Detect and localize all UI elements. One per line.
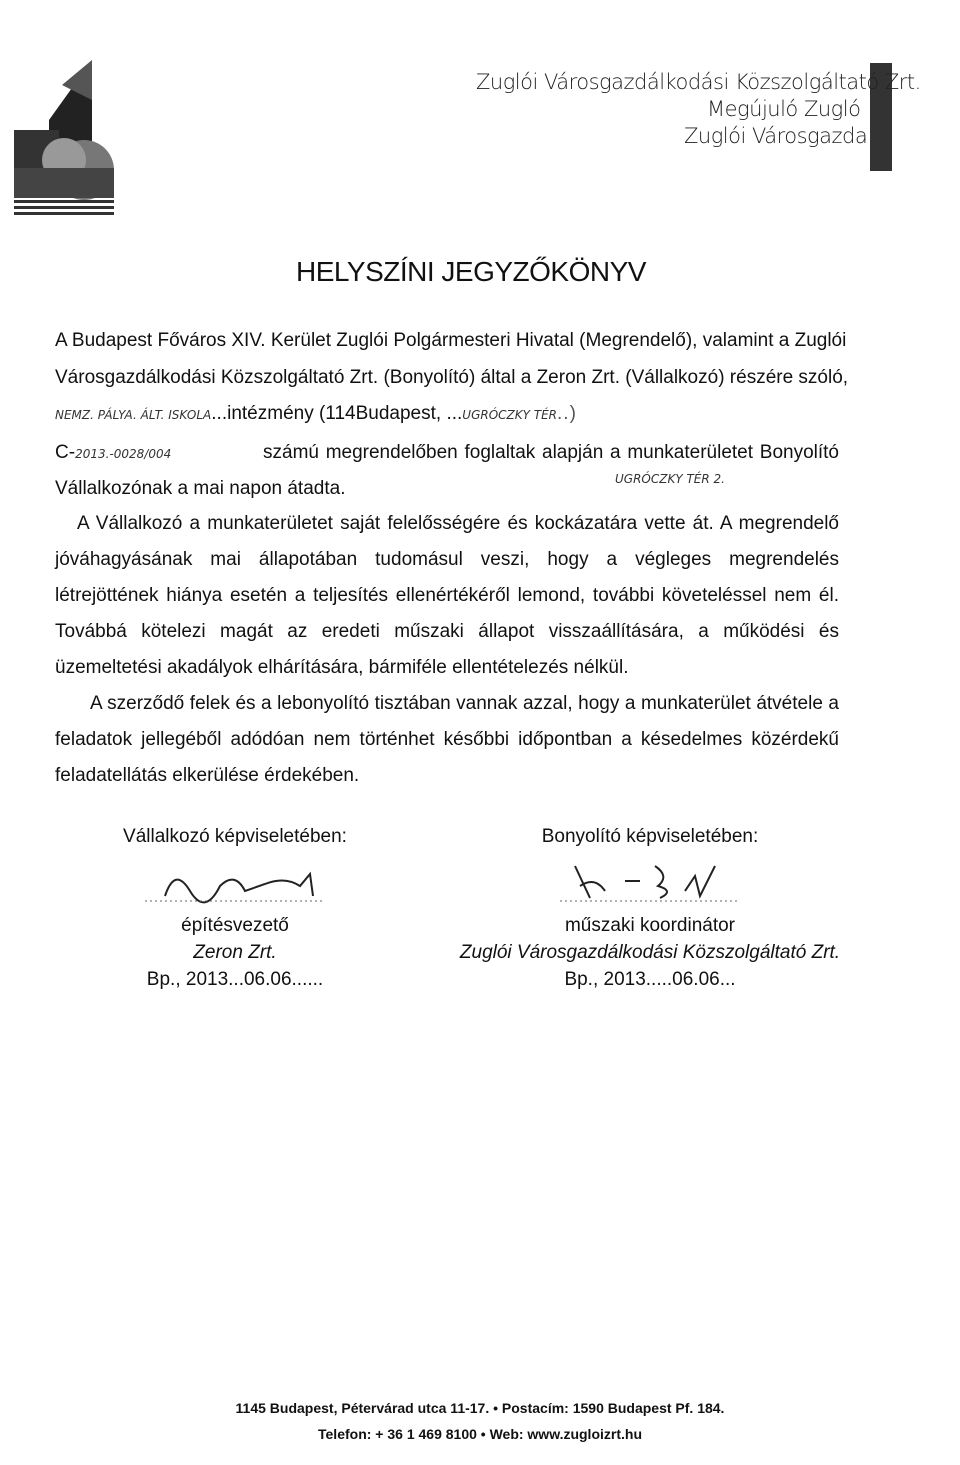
intro-line-1: A Budapest Főváros XIV. Kerület Zuglói Polgármesteri Hivatal (Megrendelő), valamint a Zuglói <box>55 330 847 351</box>
paragraph-responsibility: A Vállalkozó a munkaterületet saját felelősségére és kockázatára vette át. A megrendelő jóváhagyásának mai állapotában tudomásul veszi, hogy a végleges megrendelés létrejöttének hiánya esetén a teljesítés ellenértékéről lemond, további követeléssel nem él. Továbbá kötelezi magát az eredeti műszaki állapot visszaállítására, a működési és üzemeltetési akadályok elhárítására, bármiféle ellentételezés nélkül. <box>55 513 839 678</box>
contractor-date: Bp., 2013...06.06...... <box>146 969 324 990</box>
handwritten-address: UGRÓCZKY TÉR <box>462 408 558 422</box>
footer-address: 1145 Budapest, Pétervárad utca 11-17. • Postacím: 1590 Budapest Pf. 184. <box>235 1400 725 1416</box>
header-short-name: Zuglói Városgazda <box>684 124 868 148</box>
header-org-name: Zuglói Városgazdálkodási Közszolgáltató Zrt. <box>476 70 921 94</box>
company-logo <box>14 60 114 215</box>
handwritten-location-note: UGRÓCZKY TÉR 2. <box>615 472 725 486</box>
contractor-heading: Vállalkozó képviseletében: <box>123 826 347 847</box>
intro-line-3: NEMZ. PÁLYA. ÁLT. ISKOLA...intézmény (114Budapest, ...UGRÓCZKY TÉR..) <box>55 403 577 424</box>
signature-block-contractor <box>90 823 380 993</box>
intro-line-2: Városgazdálkodási Közszolgáltató Zrt. (Bonyolító) által a Zeron Zrt. (Vállalkozó) részére szóló, <box>55 367 849 388</box>
footer-contact: Telefon: + 36 1 469 8100 • Web: www.zugloizrt.hu <box>318 1426 642 1442</box>
coordinator-signature <box>550 856 750 906</box>
contractor-signature <box>135 856 335 906</box>
coordinator-role: műszaki koordinátor <box>564 915 736 936</box>
coordinator-heading: Bonyolító képviseletében: <box>541 826 759 847</box>
document-title: HELYSZÍNI JEGYZŐKÖNYV <box>296 256 646 287</box>
intro-line-4: C-2013.-0028/004 számú megrendelőben foglaltak alapján a munkaterületet Bonyolító <box>55 442 839 463</box>
coordinator-company: Zuglói Városgazdálkodási Közszolgáltató Zrt. <box>459 942 841 963</box>
paragraph-timing: A szerződő felek és a lebonyolító tisztában vannak azzal, hogy a munkaterület átvétele a feladatok jellegéből adódóan nem történhet későbbi időpontban a késedelmes közérdekű feladatellátás elkerülése érdekében. <box>55 693 839 786</box>
contractor-company: Zeron Zrt. <box>193 942 277 963</box>
handwritten-institution: NEMZ. PÁLYA. ÁLT. ISKOLA <box>55 408 212 422</box>
handwritten-order-number: 2013.-0028/004 <box>75 447 172 461</box>
contractor-role: építésvezető <box>181 915 289 936</box>
intro-line-5: Vállalkozónak a mai napon átadta. <box>55 478 346 499</box>
signature-block-coordinator <box>430 823 870 993</box>
coordinator-date: Bp., 2013.....06.06... <box>564 969 736 990</box>
header-tagline: Megújuló Zugló <box>707 97 861 121</box>
